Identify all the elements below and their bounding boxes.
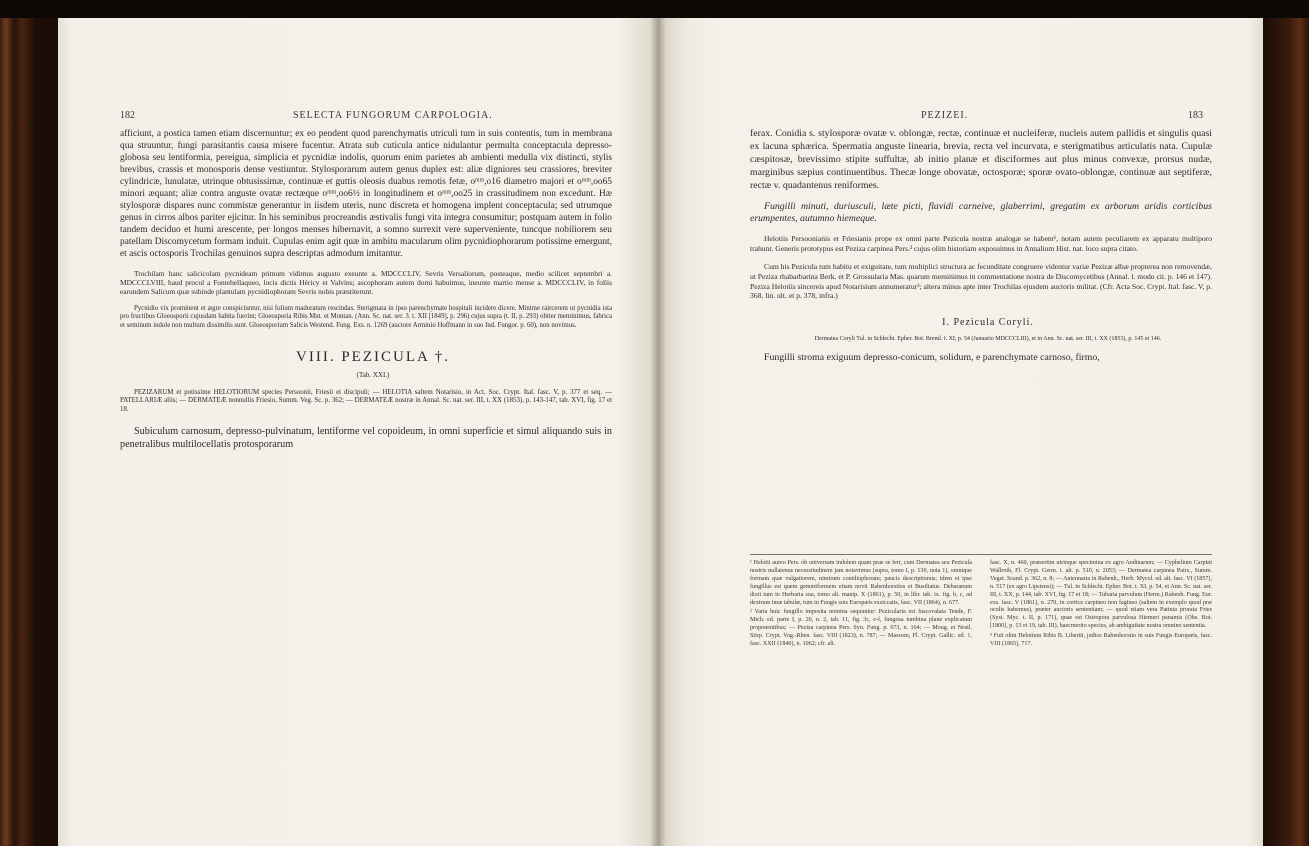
left-paragraph-1: afficiunt, a postica tamen etiam discernuntur; ex eo pendent quod parenchymatis utriculi tum in suis contentis, tum in membrana qua struuntur, fungi parasitantis causa misere fucentur. Atrata sub cuticula antice nidulantur permulta conceptacula depresso-globosa seu lentiformia, pereigua, simplicia et pycnidiæ indolis, quorum enim parietes ab ambienti medulla vix distincti, stylis brevibus, crassis et monosporis dense vestiuntur. Stylosporarum autem genus duplex est: aliæ digniores seu crassiores, breviter cylindricæ, lunulatæ, utrinque obtusissimæ, continuæ et guttis oleosis duabus remotis fetæ, oᵐᵐ,o16 diametro majori et oᵐᵐ,oo65 minori æquant; aliæ contra anguste ovatæ rectæque oᵐᵐ,oo6½ in longitudinem et oᵐᵐ,oo25 in crassitudinem non excedunt. Hæ stylosporæ dispares nunc commistæ generantur in iisdem uteris, nunc discreta et homogena implent conceptacula; sed utrumque genus in cirros albos pariter ejicitur. In his seminibus procreandis æstivalis fungi vita integra consumitur; postquam autem in folio tandem deciduo et humi arescente, per longos menses hibernavit, a somno surrexit vere superveniente, tuncque nobiliorem seu patellam Discomycetum formam induit. Cupulas enim agit quæ in ambitu macularum olim pycnidiophorarum potissime emergunt, et ascis octosporis Trochilas genuinos supra descriptas admodum imitantur. — [120, 129, 612, 260]
left-page-number: 182 — [120, 110, 135, 121]
right-page-number: 183 — [1188, 110, 1203, 121]
left-paragraph-2: Trochilam hanc salicicolam pycnideam primum vidimus augusto exeunte a. MDCCCLIV, Sevris Versaliorum, posteaque, medio scilicet septembri a. MDCCCLVIII, haud procul a Fontebellaqueo, locis dictis Héricy et Valvins; ascophoram autem domi habuimus, ineunte martio mense a. MDCCCLIV, in foliis earundem Salicum quæ subinde plantulam pycnidiophoram Sevris nobis præstiterunt. — [120, 268, 612, 297]
footnote-rule — [750, 554, 1212, 555]
section-synonymy: PEZIZARUM et potissime HELOTIORUM species Persoonii, Friesii et discipuli; — HELOTIA saltem Notarisio, in Act. Soc. Crypt. Ital. fasc. V, p. 377 et seq. — PATELLARIÆ aliis; — DERMATEÆ nonnullis Friesio, Summ. Veg. Sc. p. 362; — DERMATEÆ nostræ in Annal. Sc. nat. ser. III, t. XX (1853), p. 143-147, tab. XVI, fig. 17 et 18. — [120, 388, 612, 414]
right-main-text — [750, 128, 1212, 365]
section-plate: (Tab. XXI.) — [356, 370, 390, 379]
right-paragraph-4: Cum his Pezicula tum habitu et exiguitate, tum multiplici structura ac fecunditate congruere videntur variæ Pezizæ albæ propterea non removendæ, ut Peziza rhabarbarina Berk. et P. Grossularia Mas. quarum meminimus in commentatione nostra de Discomycetibus (Annal. l. modo cit. p. 146 et 147). Peziza Helotiis sincereis apud Notarisium annumeratur³; altera minus apte inter Trochilas ejusdem auctoris militat. (Cfr. Acta Soc. Crypt. Ital. fasc. V, p. 368, lin. ult. et p. 378, infra.) — [750, 261, 1212, 301]
footnotes-column-2 — [990, 560, 1212, 649]
footnote-1: ¹ Helotii aureo Pers. ob universam indolem quam prae se fert, cum Dermatea seu Pezicula nostris nullatenus necessitudinem jam notavimus (supra, tomo I, p. 130, nota 1), omnique formam quæ vulgatiorem, nimirum conidiophoram; paucis descriptionus; idem et ipse fungillus est quem gemmiformem etiam novit Rabenhorstius et Busiliatus. Debaranum dixit tum in Herbaria sua, tomo alt. manip. X (1861), p. 50, in libr. tab. ix. fig. b, c, ad dextrum imæ tabulæ, tum in Fungis suis Europæis exsiccatis, fasc. VII (1864), n. 677. — [750, 560, 972, 606]
species-synonymy: Dermatea Coryli Tul. in Schlecht. Epher. Bot. Breml. t. XI, p. 54 (Januario MDCCCLIII), et in Ann. Sc. nat. ser. III, t. XX (1853), p. 145 et 146. — [814, 336, 1162, 343]
book-gutter — [650, 18, 666, 846]
right-running-head: PEZIZEI. — [921, 110, 969, 121]
footnote-2: ² Varia huic fungillo imposita nomina sequuntur: Pezicularia est fuscovalata Tende, F. Mich. ed. parte I, p. 20, n. 2, tab. 11, fig. 3c, e-f, fungosa tumbina plane explicatum proponentibus; — Peziza carpinea Pers. Syn. Fung. p. 673, n. 164; — Moug. et Nestl. Stirp. Crypt. Vog.-Rhen. fasc. VIII (1823), n. 787; — Massom, Fl. Crypt. Gallic. ed. 1, fasc. XXII (1840), n. 1062; cfr. alt. — [750, 609, 972, 648]
right-paragraph-1: ferax. Conidia s. stylosporæ ovatæ v. oblongæ, rectæ, continuæ et nucleiferæ, nucleis autem pallidis et singulis quasi ex lacuna sphærica. Spermatia anguste linearia, brevia, recta vel incurvata, e sterigmatibus articulatis nata. Cupulæ cæspitosæ, brevissimo stipite suffultæ, ab initio planæ et disciformes aut plus minus convexæ, prorsus nudæ, marginibus sæpius continuentibus. Thecæ longe obovatæ, octosporæ; sporæ ovato-oblongæ, continuæ aut septiferæ, rectæ v. quadantenus reniformes. — [750, 128, 1212, 191]
left-running-head: SELECTA FUNGORUM CARPOLOGIA. — [293, 110, 493, 121]
species-title: I. Pezicula Coryli. — [942, 317, 1034, 329]
left-final-paragraph: Subiculum carnosum, depresso-pulvinatum, lentiforme vel copoideum, in omni superficie et simul aliquando suis in penetralibus multilocellatis protosporarum — [120, 425, 612, 450]
left-page — [58, 18, 658, 846]
footnote-2-continued: fasc. X, n. 460, præsertim utrinque specimina ex agro Andinarum; — Cyphelium Carpini Wallroth, Fl. Crypt. Germ. t. alt. p. 510, n. 2053; — Dermatea carpinea Pairs., Summ. Veget. Scand. p. 362, n. 8; — Antennaria in Rabenh., Herb. Mycol. ed. alt. fasc. VI (1857), n. 517 (ex agro Lipsiensi); — Tul. in Schlecht. Epher. Bot. t. XI, p. 54, et Ann. Sc. nat. ser. III, t. XX, p. 144, tab. XVI, fig. 17 et 18; — Tubaria parvulum (Herm.) Rabenh. Fung. Eur. exs. fasc. V (1861), n. 270, in cortice carpineo non fagineo (saltem in exemplo quod præ oculis habemus), præter auctoris sententiam; — quod etiam vera Patinia prorata Fries (Syst. Myc. t. II, p. 171), quae est Ostropora parvulosa Hiemeri panamis (Obs. Bot. [1800], p. 13 et 19, tab. III), haecmerito species, ab ambiguitate nostra omnino sententia. — [990, 560, 1212, 630]
right-final-paragraph: Fungilli stroma exiguum depresso-conicum, solidum, e parenchymate carnoso, firmo, — [764, 351, 1100, 363]
left-main-text — [120, 128, 612, 451]
footnote-3: ³ Fuit olim Helotium Ribis B. Libertii, judice Rabenhorstio in suis Fungis Europæis, fasc. VIII (1865), 717. — [990, 633, 1212, 648]
book-spread — [0, 18, 1309, 846]
right-paragraph-2: Fungilli minuti, duriusculi, læte picti, flavidi carneive, glaberrimi, gregatim ex arborum aridis corticibus erumpentes, autumno hiemeque. — [750, 200, 1212, 225]
right-page — [658, 18, 1263, 846]
left-paragraph-3: Pycnidio vix prominent et ægre conspiciuntur, nisi folium madoratum rescindas. Sterigmata in ipso parenchymate hospitali incidere dicere. Minime raircerem ut pycnidia ista pro fructibus Gloeosporii cujusdam habita fuerint; Gloeosporia Ribis Mnt. et Montan. (Ann. Sc. nat. ser. 3. t. XII [1849], p. 296) cujus supra (t. II, p. 293) obiter meminimus, fabrica et seminum indole non multum dissimilis sunt. Gloeosporium Salicis Westend. Fung. Exs. n. 1269 (auctore Arminio Hoffmann in suo Ind. Fungor. p. 60), non novimus. — [120, 304, 612, 329]
section-title: VIII. PEZICULA †. — [296, 348, 450, 365]
right-paragraph-3: Helotiis Persoonianis et Friesianis prope ex omni parte Pezicula nostræ analogæ se habent¹, notam autem peculiarem ex apparatu multiporo trahunt. Generis prototypus est Peziza carpinea Pers.² cujus olim historiam exposuimus in Annalium Hist. nat. loco supra citato. — [750, 234, 1212, 254]
footnotes-column-1 — [750, 560, 972, 649]
